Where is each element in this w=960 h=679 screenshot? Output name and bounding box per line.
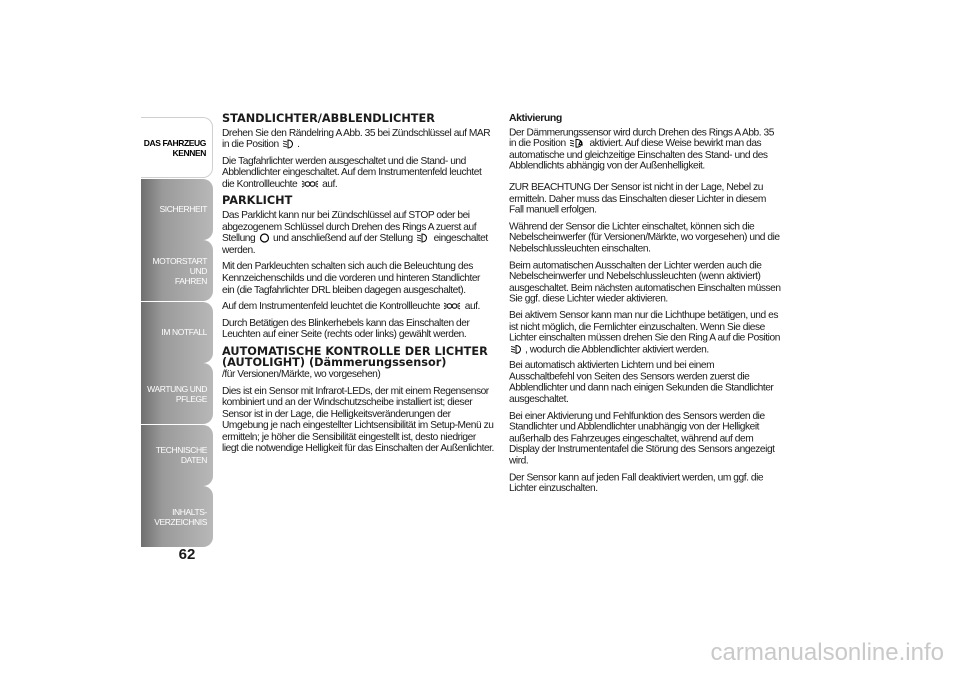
tab-sicherheit[interactable]: SICHERHEIT xyxy=(141,179,213,240)
paragraph xyxy=(509,310,781,355)
paragraph xyxy=(222,128,494,151)
text: . xyxy=(297,139,300,151)
low-beam-icon xyxy=(416,233,430,243)
paragraph: Während der Sensor die Lichter einschaltet, können sich die Nebelscheinwerfer (für Versionen/Märkte, wo vorgesehen) und die Nebelschlussleuchten einschalten. xyxy=(509,221,780,255)
auto-light-icon xyxy=(569,139,586,149)
text: auf. xyxy=(322,178,338,190)
chapter-tabs xyxy=(141,117,213,548)
text: eingeschaltet werden. xyxy=(222,233,488,256)
paragraph: Bei automatisch aktivierten Lichtern und bei einem Ausschaltbefehl von Seiten des Sensors werden zuerst die Abblendlichter und dann nach einigen Sekunden die Standlichter ausgeschaltet. xyxy=(509,360,774,406)
tab-das-fahrzeug-kennen[interactable]: DAS FAHRZEUG KENNEN xyxy=(141,117,213,178)
tab-motorstart-und-fahren[interactable]: MOTORSTART UND FAHREN xyxy=(141,240,213,301)
off-position-icon xyxy=(259,233,270,243)
low-beam-icon xyxy=(282,139,296,149)
tab-technische-daten[interactable]: TECHNISCHE DATEN xyxy=(141,425,213,486)
heading-aktivierung: Aktivierung xyxy=(509,112,562,124)
paragraph: Bei einer Aktivierung und Fehlfunktion des Sensors werden die Standlichter und Abblendlichter unabhängig von der Helligkeit außerhalb des Fahrzeuges eingeschaltet, während auf dem Display der Instrumententafel die Störung des Sensors angezeigt wird. xyxy=(509,410,775,467)
paragraph: Mit den Parkleuchten schalten sich auch die Beleuchtung des Kennzeichenschilds und die vorderen und hinteren Standlichter ein (die Tagfahrlichter DRL bleiben dagegen ausgeschaltet). xyxy=(222,261,480,296)
text: , wodurch die Abblendlichter aktiviert werden. xyxy=(525,344,709,355)
watermark: carmanualsonline.info xyxy=(710,639,944,666)
side-light-icon xyxy=(443,301,461,311)
text: Der Dämmerungssensor wird durch Drehen des Rings A Abb. 35 in die Position xyxy=(509,127,774,150)
right-column xyxy=(509,113,781,500)
page-number: 62 xyxy=(178,546,196,563)
paragraph xyxy=(222,210,494,256)
heading-parklicht: PARKLICHT xyxy=(222,194,293,208)
tab-wartung-und-pflege[interactable]: WARTUNG UND PFLEGE xyxy=(141,363,213,424)
text: Auf dem Instrumentenfeld leuchtet die Kontrollleuchte xyxy=(222,301,440,313)
svg-text:A: A xyxy=(578,139,583,148)
paragraph: /für Versionen/Märkte, wo vorgesehen) xyxy=(222,368,381,380)
paragraph: Dies ist ein Sensor mit Infrarot-LEDs, der mit einem Regensensor kombiniert und an der Windschutzscheibe installiert ist; dieser Sensor ist in der Lage, die Helligkeitsveränderungen der Umgebung je nach eingestellter Lichtsensibilität im Setup-Menü zu ermitteln; je höher die Sensibilität eingestellt ist, desto niedriger liegt die notwendige Helligkeit für das Einschalten der Außenlichter. xyxy=(222,385,494,455)
paragraph: Durch Betätigen des Blinkerhebels kann das Einschalten der Leuchten auf einer Seite (rechts oder links) gewählt werden. xyxy=(222,317,470,341)
tab-im-notfall[interactable]: IM NOTFALL xyxy=(141,302,213,363)
text: Drehen Sie den Rändelring A Abb. 35 bei Zündschlüssel auf MAR in die Position xyxy=(222,127,491,151)
paragraph: Der Sensor kann auf jeden Fall deaktiviert werden, um ggf. die Lichter einzuschalten. xyxy=(509,472,764,495)
side-light-icon xyxy=(301,179,319,189)
text: Das Parklicht kann nur bei Zündschlüssel auf STOP oder bei abgezogenem Schlüssel durch Drehen des Rings A zuerst auf Stellung xyxy=(222,209,477,245)
left-column xyxy=(222,113,494,460)
heading-autolight: AUTOMATISCHE KONTROLLE DER LICHTER (AUTOLIGHT) (Dämmerungssensor) xyxy=(222,344,488,370)
text: Die Tagfahrlichter werden ausgeschaltet und die Stand- und Abblendlichter eingeschaltet. Auf dem Instrumentenfeld leuchtet die Kontrollleuchte xyxy=(222,155,482,190)
paragraph: Beim automatischen Ausschalten der Lichter werden auch die Nebelscheinwerfer und Nebelschlussleuchten (wenn aktiviert) ausgeschaltet. Beim nächsten automatischen Einschalten müssen Sie ggf. diese Lichter wieder aktivieren. xyxy=(509,260,781,305)
text: Bei aktivem Sensor kann man nur die Lichthupe betätigen, und es ist nicht möglich, die Fernlichter einzuschalten. Wenn Sie diese Lichter einschalten müssen drehen Sie den Ring A auf die Position xyxy=(509,310,780,344)
text: auf. xyxy=(464,301,480,313)
text: aktiviert. Auf diese Weise bewirkt man das automatische und gleichzeitige Einschalten des Stand- und des Abblendlichts abhängig von der Außenhelligkeit. xyxy=(509,138,768,172)
tab-inhaltsverzeichnis[interactable]: INHALTS- VERZEICHNIS xyxy=(141,486,213,547)
heading-standlichter: STANDLICHTER/ABBLENDLICHTER xyxy=(222,112,435,125)
paragraph xyxy=(222,156,494,191)
low-beam-icon xyxy=(510,344,524,354)
paragraph: ZUR BEACHTUNG Der Sensor ist nicht in der Lage, Nebel zu ermitteln. Daher muss das Einschalten dieser Lichter in diesem Fall manuell erfolgen. xyxy=(509,182,766,216)
paragraph xyxy=(222,301,494,313)
paragraph xyxy=(509,127,781,172)
text: und anschließend auf der Stellung xyxy=(273,233,413,245)
